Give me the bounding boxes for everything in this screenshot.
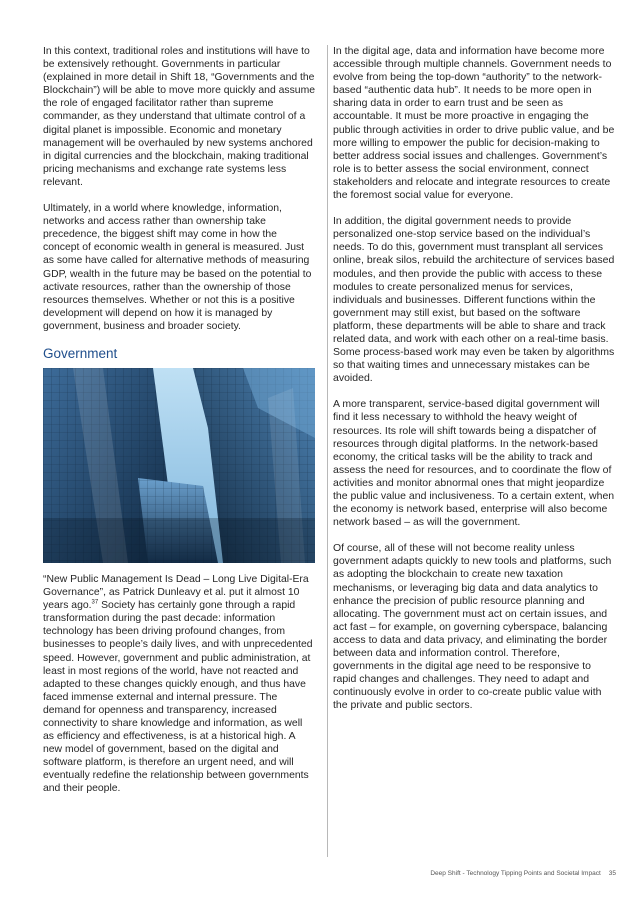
skyscrapers-photo bbox=[43, 368, 315, 563]
right-paragraph-4: Of course, all of these will not become reality unless government adapts quickly to new tools and platforms, such as adopting the blockchain to create new taxation mechanisms, or leveraging big data and data analytics to enhance the precision of public resource planning and allocating. The government must act on certain issues, and act fast – for example, on governing cyberspace, balancing access to data and data privacy, and eliminating the border between data and information control. Therefore, governments in the digital age need to be responsive to rapid changes and challenges. They need to adapt and continuously evolve in order to co-create public value with the private and public sectors. bbox=[333, 542, 612, 712]
footnote-ref: 37 bbox=[91, 599, 99, 606]
left-paragraph-2: Ultimately, in a world where knowledge, information, networks and access rather than ownership take precedence, the biggest shift may come in how the concept of economic wealth in general is measured. Just as some have called for alternative methods of measuring GDP, wealth in the future may be based on the potential to activate resources, rather than the ownership of those resources themselves. Whether or not this is a positive development will depend on how it is managed by government, business and broader society. bbox=[43, 203, 312, 332]
right-paragraph-1: In the digital age, data and information have become more accessible through multiple channels. Government needs to evolve from being the top-down “authority” to the network-based “authentic data hub”. It needs to be more open in sharing data in order to earn trust and be seen as accountable. It must be more proactive in engaging the public through activities in order to drive public value, and be more willing to empower the public for decision-making to better address social issues and challenges. Government’s role is to better assess the social environment, connect stakeholders and relocate and integrate resources to create the foremost social value for everyone. bbox=[333, 45, 615, 202]
left-paragraph-3 bbox=[43, 573, 315, 796]
left-paragraph-1: In this context, traditional roles and institutions will have to be extensively rethought. Governments in particular (explained in more detail in Shift 18, “Governments and the Blockchain”) will be able to move more quickly and assume the role of engaged facilitator rather than supreme commander, as they understand that ultimate control of a digital planet is impossible. Economic and monetary management will be overhauled by new systems anchored in digital currencies and the blockchain, making traditional pricing mechanisms and exchange rate systems less relevant. bbox=[43, 46, 316, 188]
left-column bbox=[43, 45, 315, 809]
column-divider bbox=[327, 45, 328, 857]
page-number: 35 bbox=[608, 870, 616, 877]
footer-title: Deep Shift - Technology Tipping Points and Societal Impact bbox=[430, 870, 601, 877]
section-heading-government: Government bbox=[43, 345, 118, 361]
right-column bbox=[333, 45, 616, 726]
right-paragraph-2: In addition, the digital government needs to provide personalized one-stop service based on the individual’s needs. To do this, government must transplant all services online, break silos, rebuild the architecture of services based modules, and then provide the public with access to these modules to create personalized menus for services, individuals and businesses. Different functions within the government may still exist, but based on the software platform, these departments will be able to share and track related data, and work with each other on a real-time basis. Some process-based work may even be taken by algorithms so that waiting times and unnecessary mistakes can be avoided. bbox=[333, 215, 615, 385]
right-paragraph-3: A more transparent, service-based digital government will find it less necessary to withhold the heavy weight of resources. Its role will shift towards being a dispatcher of resources through digital platforms. In the network-based economy, the critical tasks will be the ability to track and assess the need for resources, and to coordinate the flow of activities and monitor abnormal ones that might jeopardize the public value and inclusiveness. To a certain extent, when the economy is network based, enterprise will also become network based – as will the government. bbox=[333, 398, 615, 529]
page-footer bbox=[360, 870, 616, 877]
paragraph-continuation: Society has certainly gone through a rapid transformation during the past decade: information technology has been driving profound changes, from businesses to people’s daily lives, and with unprecedented speed. However, government and public administration, at least in most regions of the world, have not reacted and adapted to these changes quickly enough, and thus have faced immense external and internal pressure. The demand for openness and transparency, increased connectivity to share knowledge and information, as well as efficiency and effectiveness, is at a historical high. A new model of government, based on the digital and software platform, is therefore an urgent need, and will eventually redefine the relationship between governments and their people. bbox=[43, 600, 313, 795]
quote-sentence: “New Public Management Is Dead – Long Live Digital-Era Governance”, as Patrick Dunleavy et al. put it almost 10 years ago. bbox=[43, 573, 309, 612]
